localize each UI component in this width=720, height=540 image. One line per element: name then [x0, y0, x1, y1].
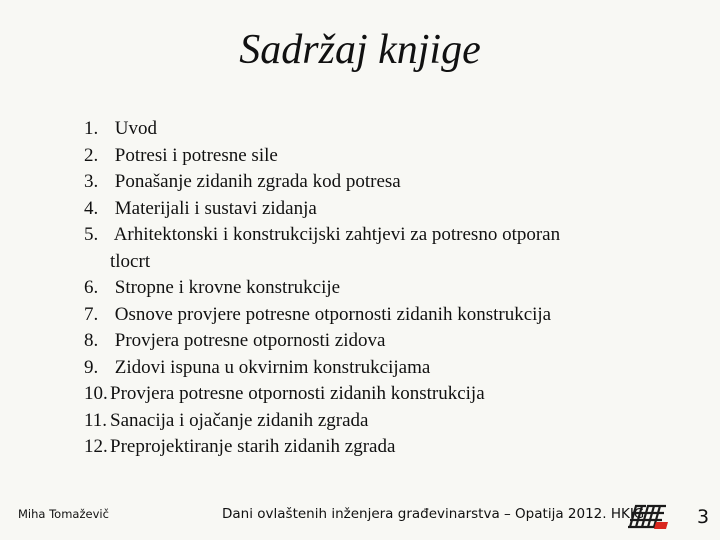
slide-title: Sadržaj knjige: [239, 27, 481, 73]
toc-item-text: Stropne i krovne konstrukcije: [114, 277, 341, 298]
toc-item: [84, 169, 684, 196]
toc-item: [84, 381, 684, 408]
toc-item-text: Osnove provjere potresne otpornosti zidanih konstrukcija: [114, 303, 552, 325]
toc-item-text: Arhitektonski i konstrukcijski zahtjevi za potresno otporan: [113, 224, 561, 245]
toc-item-text-continuation: tlocrt: [110, 250, 151, 272]
toc-item-number: 6.: [84, 277, 99, 298]
hkig-logo-icon: [626, 500, 670, 532]
toc-item: [84, 355, 684, 382]
toc-item: [84, 275, 684, 302]
toc-item-text: Materijali i sustavi zidanja: [114, 197, 317, 219]
toc-item-text: Ponašanje zidanih zgrada kod potresa: [114, 171, 401, 192]
toc-item-text: Preprojektiranje starih zidanih zgrada: [110, 436, 396, 457]
toc-item-number: 5.: [84, 224, 99, 245]
toc-item-text: Provjera potresne otpornosti zidova: [114, 330, 386, 351]
toc-item-number: 7.: [84, 303, 99, 325]
toc-item: [84, 302, 684, 329]
toc-item-number: 11.: [84, 409, 108, 431]
toc-item-number: 10.: [84, 383, 108, 404]
toc-item: [84, 116, 684, 143]
toc-item-number: 4.: [84, 197, 99, 219]
toc-item: [84, 434, 684, 461]
toc-item-number: 2.: [84, 144, 99, 166]
toc-item-text: Uvod: [114, 118, 157, 139]
toc-item-text: Sanacija i ojačanje zidanih zgrada: [110, 409, 369, 431]
toc-item-number: 9.: [84, 356, 99, 378]
toc-item: [84, 196, 684, 223]
toc-item-number: 3.: [84, 171, 99, 192]
footer-author: Miha Tomaževič: [18, 507, 109, 521]
slide-footer: [0, 500, 720, 540]
toc-item-text: Potresi i potresne sile: [114, 144, 278, 166]
toc-item: [84, 408, 684, 435]
toc-item-number: 12.: [84, 436, 108, 457]
toc-item-number: 8.: [84, 330, 99, 351]
footer-event: Dani ovlaštenih inženjera građevinarstva – Opatija 2012. HKIG: [222, 506, 645, 522]
toc-item: [84, 328, 684, 355]
table-of-contents: [84, 116, 684, 461]
toc-item-text: Zidovi ispuna u okvirnim konstrukcijama: [114, 356, 431, 378]
page-number: 3: [697, 506, 710, 528]
toc-item: [84, 222, 684, 275]
toc-item: [84, 143, 684, 170]
toc-item-number: 1.: [84, 118, 99, 139]
toc-item-text: Provjera potresne otpornosti zidanih konstrukcija: [110, 383, 485, 404]
